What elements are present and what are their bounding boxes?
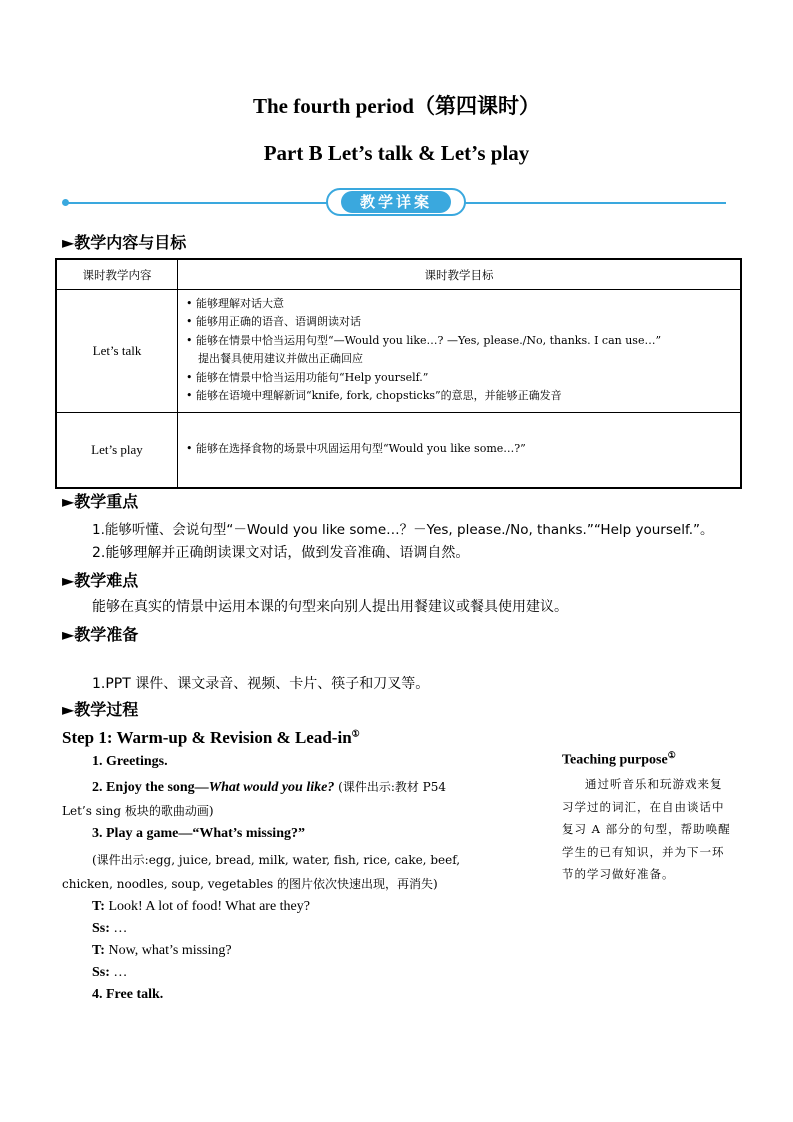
dialog-text: Look! A lot of food! What are they? — [104, 899, 310, 914]
goal-item: • 能够在情景中恰当运用句型“—Would you like…? —Yes, please./No, thanks. I can use…” — [186, 333, 662, 347]
banner-line-left — [66, 202, 328, 204]
song-title: What would you like? — [208, 780, 335, 795]
preparation-text: 1.PPT 课件、课文录音、视频、卡片、筷子和刀叉等。 — [92, 676, 430, 692]
song-note: (课件出示:教材 P54 — [334, 780, 447, 794]
step-item-song — [92, 778, 446, 796]
page-subtitle: Part B Let’s talk & Let’s play — [263, 141, 530, 165]
step-item-game — [92, 826, 305, 842]
key-point-item: 2.能够理解并正确朗读课文对话，做到发音准确、语调自然。 — [92, 545, 470, 561]
section-heading-key-points: ►教学重点 — [62, 492, 139, 511]
key-point-item: 1.能够听懂、会说句型“－Would you like some…？－Yes, please./No, thanks.”“Help yourself.”。 — [92, 522, 714, 538]
goal-item-continued: 提出餐具使用建议并做出正确回应 — [198, 352, 363, 365]
dialog-text: Now, what’s missing? — [104, 943, 232, 958]
teaching-purpose-text: 通过听音乐和玩游戏来复习学过的词汇，在自由谈话中复习 A 部分的句型，帮助唤醒学生的已有知识，并为下一环节的学习做好准备。 — [562, 777, 731, 881]
step-item-label: 2. Enjoy the song— — [92, 780, 209, 795]
step-item-text: 4. Free talk. — [92, 987, 164, 1002]
banner-label: 教学详案 — [341, 191, 451, 213]
step-heading — [62, 728, 360, 748]
section-heading-process: ►教学过程 — [62, 700, 139, 719]
section-heading-difficulties: ►教学难点 — [62, 571, 139, 590]
dialog-speaker: T: — [92, 943, 105, 958]
table-cell-lesson: Let’s talk — [56, 290, 178, 413]
dialog-text: … — [109, 921, 128, 936]
table-cell-goals — [178, 413, 742, 489]
page-title: The fourth period（第四课时） — [252, 94, 540, 118]
dialog-speaker: T: — [92, 899, 105, 914]
dialog-line — [92, 899, 310, 915]
dialog-speaker: Ss: — [92, 921, 110, 936]
goal-item: • 能够在选择食物的场景中巩固运用句型“Would you like some…?” — [186, 441, 526, 455]
section-heading-preparation: ►教学准备 — [62, 625, 139, 644]
objectives-table — [55, 258, 742, 489]
step-item-greetings — [92, 754, 168, 770]
dialog-speaker: Ss: — [92, 965, 110, 980]
goal-item: • 能够在语境中理解新词“knife, fork, chopsticks”的意思，并能够正确发音 — [186, 389, 562, 402]
table-cell-goals — [178, 290, 742, 413]
table-row — [56, 413, 741, 489]
teaching-purpose-heading: Teaching purpose① — [562, 750, 676, 768]
step-item-text: 3. Play a game—“What’s missing?” — [92, 826, 305, 841]
banner-line-right — [464, 202, 726, 204]
step-item-free-talk — [92, 987, 163, 1003]
step-heading-text: Step 1: Warm-up & Revision & Lead-in — [62, 728, 352, 747]
difficulty-text: 能够在真实的情景中运用本课的句型来向别人提出用餐建议或餐具使用建议。 — [92, 599, 568, 615]
dialog-line — [92, 921, 127, 937]
table-header-row — [56, 259, 741, 290]
table-row — [56, 290, 741, 413]
table-cell-lesson: Let’s play — [56, 413, 178, 489]
step-item-text: 1. Greetings. — [92, 754, 168, 769]
goal-item: • 能够在情景中恰当运用功能句“Help yourself.” — [186, 370, 429, 384]
dialog-text: … — [109, 965, 128, 980]
goal-item: • 能够用正确的语音、语调朗读对话 — [186, 315, 361, 328]
game-note: (课件出示:egg, juice, bread, milk, water, fish, rice, cake, beef, — [92, 853, 461, 867]
table-header-goals: 课时教学目标 — [178, 259, 742, 290]
section-heading-content-goals: ►教学内容与目标 — [62, 233, 187, 252]
footnote-mark: ① — [351, 728, 360, 739]
dialog-line — [92, 943, 232, 959]
footnote-mark: ① — [667, 750, 676, 760]
song-note-continued: Let’s sing 板块的歌曲动画) — [62, 804, 214, 818]
dialog-line — [92, 965, 127, 981]
game-note-continued: chicken, noodles, soup, vegetables 的图片依次快速出现，再消失) — [62, 877, 438, 891]
goal-item: • 能够理解对话大意 — [186, 296, 284, 310]
table-header-content: 课时教学内容 — [56, 259, 178, 290]
